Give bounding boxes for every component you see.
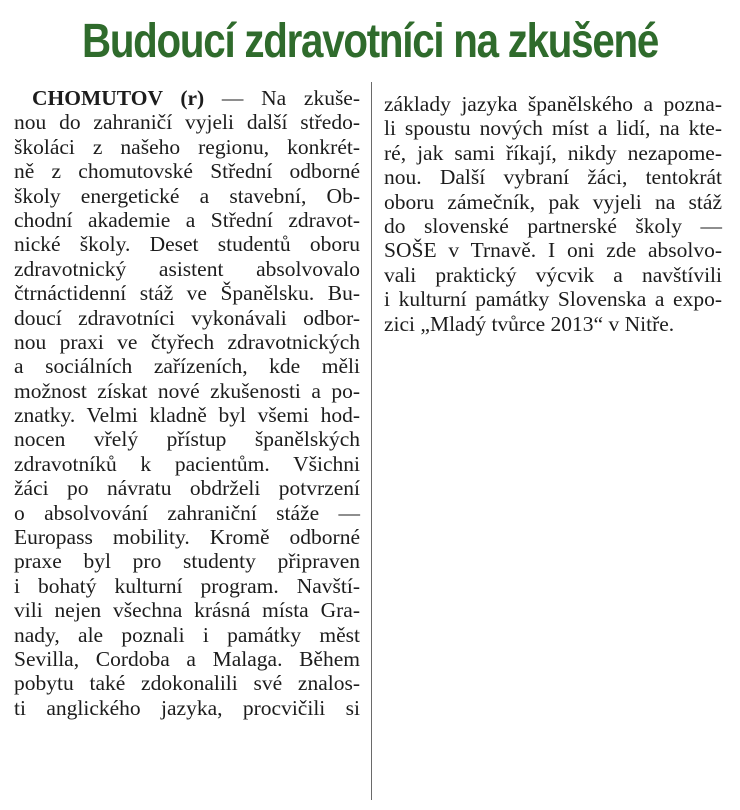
article-column-right (384, 92, 722, 336)
article-line: ré, jak sami říkají, nikdy nezapome- (384, 140, 722, 165)
article-line: čtrnáctidenní stáž ve Španělsku. Bu- (14, 281, 360, 306)
article-line: a sociálních zařízeních, kde měli (14, 354, 360, 379)
article-line: zdravotníků k pacientům. Všichni (14, 451, 360, 476)
column-divider (371, 82, 372, 800)
article-line: možnost získat nové zkušenosti a po- (14, 378, 360, 403)
article-line: Sevilla, Cordoba a Malaga. Během (14, 646, 360, 671)
article-line: doucí zdravotníci vykonávali odbor- (14, 305, 360, 330)
article-line: do slovenské partnerské školy — (384, 213, 722, 238)
article-line: nou. Další vybraní žáci, tentokrát (384, 165, 722, 190)
article-line: zdravotnický asistent absolvovalo (14, 256, 360, 281)
article-dateline: CHOMUTOV (r) (32, 86, 205, 110)
article-line: pobytu také zdokonalili své znalos- (14, 671, 360, 696)
article-line: nocen vřelý přístup španělských (14, 427, 360, 452)
article-line: zici „Mladý tvůrce 2013“ v Nitře. (384, 311, 675, 336)
article-line: nady, ale poznali i památky měst (14, 622, 360, 647)
article-line: žáci po návratu obdrželi potvrzení (14, 476, 360, 501)
article-column-left (14, 86, 360, 720)
article-line: nické školy. Deset studentů oboru (14, 232, 360, 257)
article-line: nou do zahraničí vyjeli další středo- (14, 110, 360, 135)
article-line: i kulturní památky Slovenska a expo- (384, 287, 722, 312)
article-line: — Na zkuše- (221, 86, 361, 110)
article-first-line (14, 86, 360, 110)
article-line: i bohatý kulturní program. Navští- (14, 573, 360, 598)
article-line: Europass mobility. Kromě odborné (14, 525, 360, 550)
article-line: o absolvování zahraniční stáže — (14, 500, 360, 525)
article-line: ti anglického jazyka, procvičili si (14, 695, 360, 720)
article-line: znatky. Velmi kladně byl všemi hod- (14, 403, 360, 428)
article-line: oboru zámečník, pak vyjeli na stáž (384, 189, 722, 214)
article-line: SOŠE v Trnavě. I oni zde absolvo- (384, 238, 722, 263)
article-line: praxe byl pro studenty připraven (14, 549, 360, 574)
article-headline: Budoucí zdravotníci na zkušené (81, 15, 659, 68)
article-line: ně z chomutovské Střední odborné (14, 159, 360, 184)
article-line: školáci z našeho regionu, konkrét- (14, 134, 360, 159)
article-line: vali praktický výcvik a navštívili (384, 262, 722, 287)
article-line: chodní akademie a Střední zdravot- (14, 207, 360, 232)
article-line: školy energetické a stavební, Ob- (14, 183, 360, 208)
article-line: nou praxi ve čtyřech zdravotnických (14, 329, 360, 354)
article-line: vili nejen všechna krásná místa Gra- (14, 598, 360, 623)
article-line: základy jazyka španělského a pozna- (384, 92, 722, 116)
article-line: li spoustu nových míst a lidí, na kte- (384, 116, 722, 141)
